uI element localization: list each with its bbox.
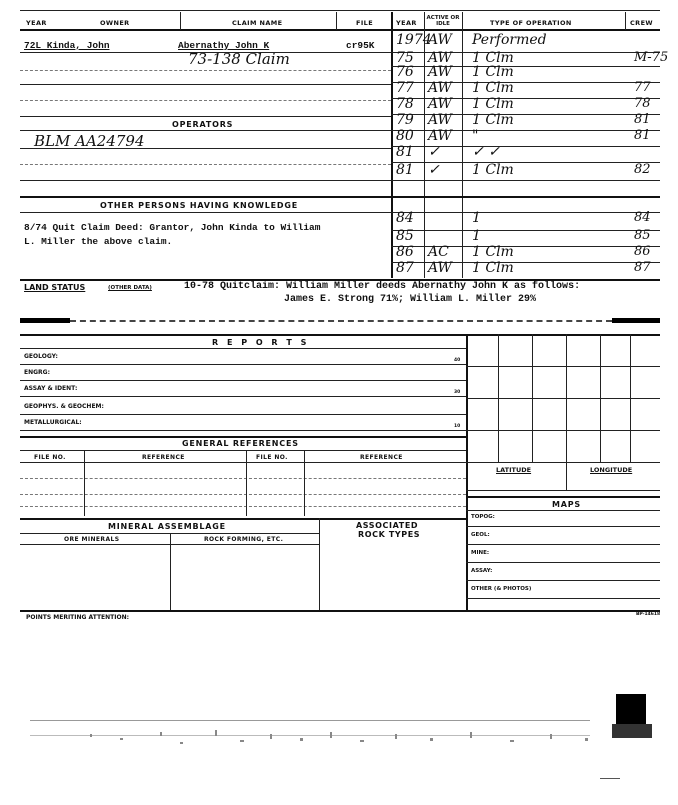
grid-horizontal-line (466, 430, 660, 431)
general-references-top-rule (20, 436, 466, 438)
activity-year: 84 (396, 210, 414, 226)
grid-horizontal-line (466, 366, 660, 367)
type-of-operation-header: TYPE OF OPERATION (490, 19, 572, 27)
mineral-assemblage-title: MINERAL ASSEMBLAGE (108, 522, 226, 531)
maps-row-line (466, 598, 660, 599)
other-persons-line-1: 8/74 Quit Claim Deed: Grantor, John Kinda to William (24, 222, 321, 233)
left-row-line (20, 164, 391, 165)
land-status-sub-label: (OTHER DATA) (108, 285, 152, 291)
activity-operation: 1 Clm (472, 50, 514, 66)
report-row-label: GEOLOGY: (24, 353, 58, 360)
report-row-line (20, 380, 466, 381)
gr-col-sep (84, 450, 85, 516)
maps-row-label: OTHER (& PHOTOS) (471, 586, 532, 592)
activity-year: 75 (396, 50, 414, 66)
gr-col-sep (304, 450, 305, 516)
activity-year: 86 (396, 244, 414, 260)
operators-value: BLM AA24794 (34, 132, 145, 150)
header-sep-1 (180, 12, 181, 30)
activity-status: AW (428, 128, 452, 144)
crew-header: CREW (630, 19, 653, 27)
year-owner-value: 72L Kinda, John (24, 40, 110, 51)
claim-name-header: CLAIM NAME (232, 19, 283, 27)
activity-operation: " (472, 128, 479, 144)
activity-operation: 1 Clm (472, 260, 514, 276)
general-references-title: GENERAL REFERENCES (182, 439, 299, 448)
report-row-label: GEOPHYS. & GEOCHEM: (24, 403, 104, 410)
maps-row-label: TOPOG: (471, 514, 495, 520)
activity-row-line (391, 212, 660, 213)
land-status-line-2: James E. Strong 71%; William L. Miller 29% (284, 294, 537, 305)
other-persons-line-2: L. Miller the above claim. (24, 236, 173, 247)
maps-row-label: ASSAY: (471, 568, 493, 574)
activity-crew: 81 (634, 112, 651, 127)
gr-header-rule (20, 462, 466, 463)
maps-top-rule (466, 496, 660, 498)
left-row-line (20, 100, 391, 101)
report-row-number: 30 (454, 390, 461, 395)
activity-crew: 82 (634, 162, 651, 177)
activity-operation: ✓ ✓ (472, 144, 500, 160)
year2-header: YEAR (396, 19, 417, 27)
grid-horizontal-line (466, 462, 660, 463)
left-row-line (20, 84, 391, 85)
activity-operation: Performed (472, 32, 547, 48)
scan-bar-right (612, 318, 660, 323)
top-border (20, 10, 660, 11)
operators-label: OPERATORS (172, 120, 234, 129)
maps-row-line (466, 562, 660, 563)
activity-year: 78 (396, 96, 414, 112)
active-idle-header: ACTIVE OR IDLE (426, 15, 460, 27)
activity-year: 79 (396, 112, 414, 128)
mineral-top-rule (20, 518, 466, 520)
report-row-label: METALLURGICAL: (24, 419, 82, 426)
maps-row-line (466, 544, 660, 545)
reports-right-divider (466, 334, 468, 610)
activity-year: 85 (396, 228, 414, 244)
other-persons-rule (20, 212, 391, 213)
scan-bar-mid (70, 320, 612, 322)
land-status-label: LAND STATUS (24, 283, 86, 292)
crew-col-divider (625, 12, 626, 30)
other-persons-top-rule (20, 196, 660, 198)
activity-crew: 77 (634, 80, 651, 95)
left-row-line (20, 116, 391, 117)
activity-row-line (391, 230, 660, 231)
gr-reference-2: REFERENCE (360, 454, 403, 461)
file-value: cr95K (346, 40, 375, 51)
general-references-title-rule (20, 450, 466, 451)
activity-status: ✓ (428, 144, 440, 160)
gr-reference-1: REFERENCE (142, 454, 185, 461)
maps-row-label: GEOL: (471, 532, 490, 538)
owner-header: OWNER (100, 19, 130, 27)
activity-operation: 1 Clm (472, 80, 514, 96)
mineral-assoc-sep (319, 518, 320, 610)
latitude-label: LATITUDE (496, 466, 532, 474)
activity-status: ✓ (428, 162, 440, 178)
maps-row-label: MINE: (471, 550, 490, 556)
reports-title-rule (20, 348, 466, 349)
header-bottom-rule (20, 29, 660, 31)
report-row-label: ENGRG: (24, 369, 50, 376)
maps-title: MAPS (552, 500, 581, 509)
activity-crew: 84 (634, 210, 651, 225)
form-number: BP-14618 (636, 612, 661, 617)
longitude-label: LONGITUDE (590, 466, 633, 474)
activity-operation: 1 (472, 210, 481, 226)
left-row-line (20, 180, 391, 181)
activity-year: 77 (396, 80, 414, 96)
scan-bar-left (20, 318, 70, 323)
gr-col-sep (246, 450, 247, 516)
latlong-sep (566, 462, 567, 490)
left-row-line (20, 70, 391, 71)
mineral-col-sep (170, 533, 171, 610)
maps-row-line (466, 580, 660, 581)
activity-operation: 1 Clm (472, 64, 514, 80)
bottom-rule (20, 610, 660, 612)
maps-row-line (466, 526, 660, 527)
ore-minerals-header: ORE MINERALS (64, 536, 120, 543)
report-row-line (20, 414, 466, 415)
activity-status: AC (428, 244, 449, 260)
activity-operation: 1 (472, 228, 481, 244)
report-row-line (20, 430, 466, 431)
associated-label: ASSOCIATED (356, 521, 419, 530)
activity-status: AW (428, 112, 452, 128)
activity-row-line (391, 180, 660, 181)
activity-operation: 1 Clm (472, 244, 514, 260)
activity-status: AW (428, 260, 452, 276)
activity-year: 80 (396, 128, 414, 144)
land-status-line-1: 10-78 Quitclaim: William Miller deeds Abernathy John K as follows: (184, 281, 581, 292)
gr-row-line (20, 506, 466, 507)
activity-crew: M-75 (634, 50, 669, 65)
activity-crew: 85 (634, 228, 651, 243)
year-header: YEAR (26, 19, 47, 27)
activity-operation: 1 Clm (472, 162, 514, 178)
gr-row-line (20, 478, 466, 479)
report-row-number: 10 (454, 424, 461, 429)
activity-year: 87 (396, 260, 414, 276)
scan-noise (0, 690, 678, 805)
activity-status: AW (428, 64, 452, 80)
grid-horizontal-line (466, 398, 660, 399)
activity-status: AW (428, 80, 452, 96)
activity-year: 81 (396, 144, 414, 160)
activity-operation: 1 Clm (472, 112, 514, 128)
activity-crew: 86 (634, 244, 651, 259)
activity-status: AW (428, 50, 452, 66)
activity-year: 81 (396, 162, 414, 178)
left-row-line (20, 148, 391, 149)
activity-crew: 87 (634, 260, 651, 275)
header-sep-2 (336, 12, 337, 30)
activity-operation: 1 Clm (472, 96, 514, 112)
reports-title: R E P O R T S (212, 338, 310, 347)
activity-status: AW (428, 32, 452, 48)
rock-types-label: ROCK TYPES (358, 530, 421, 539)
claim-name-handwritten-note: 73-138 Claim (188, 50, 290, 68)
activity-year: 1974 (396, 32, 432, 48)
rock-forming-header: ROCK FORMING, ETC. (204, 536, 284, 543)
points-meriting-attention-label: POINTS MERITING ATTENTION: (26, 614, 130, 621)
activity-status: AW (428, 96, 452, 112)
other-persons-label: OTHER PERSONS HAVING KNOWLEDGE (100, 201, 298, 210)
claim-name-value: Abernathy John K (178, 40, 270, 51)
activity-year: 76 (396, 64, 414, 80)
left-row-line (20, 52, 391, 53)
report-row-line (20, 364, 466, 365)
gr-file-no-2: FILE NO. (256, 454, 288, 461)
gr-row-line (20, 494, 466, 495)
latlong-bottom-line (466, 490, 660, 491)
reports-top-rule (20, 334, 660, 336)
maps-title-rule (466, 510, 660, 511)
report-row-label: ASSAY & IDENT: (24, 385, 78, 392)
activity-crew: 78 (634, 96, 651, 111)
report-row-number: 40 (454, 358, 461, 363)
report-row-line (20, 396, 466, 397)
activity-crew: 81 (634, 128, 651, 143)
file-header: FILE (356, 19, 374, 27)
operators-rule (20, 130, 391, 131)
gr-file-no-1: FILE NO. (34, 454, 66, 461)
